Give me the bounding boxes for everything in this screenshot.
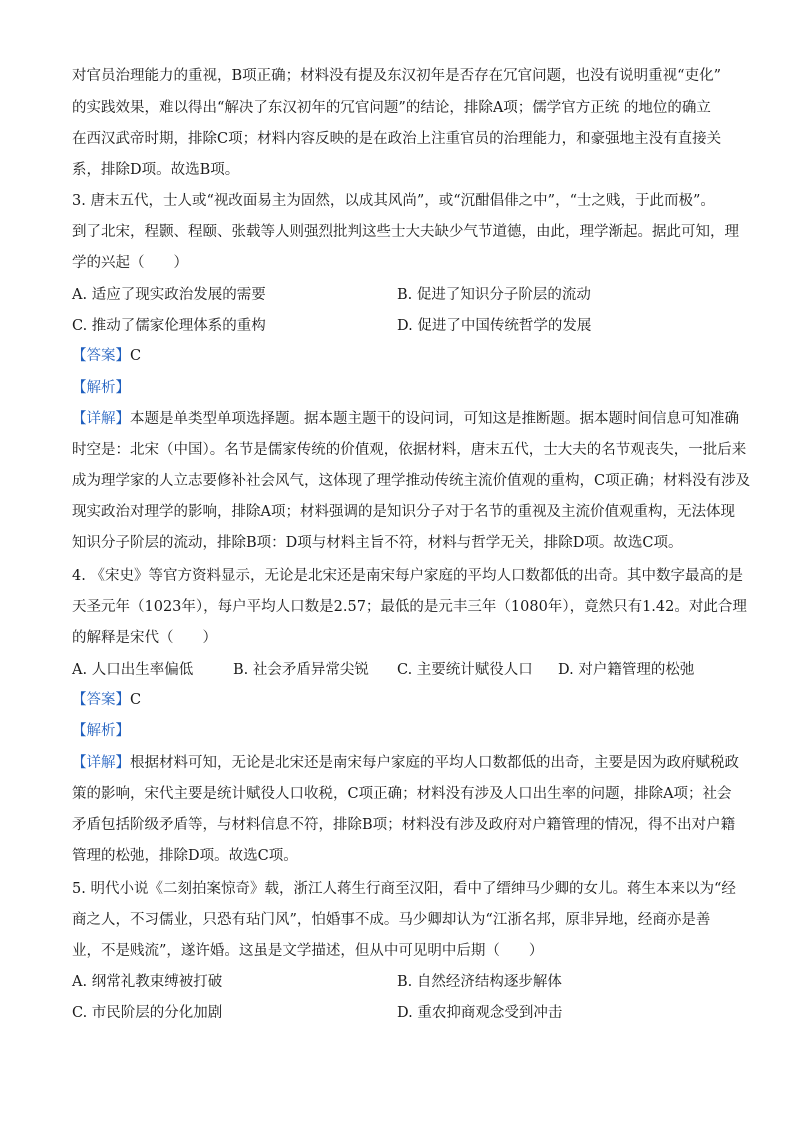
q4-option-b: B. 社会矛盾异常尖锐 bbox=[233, 662, 369, 678]
q5-option-c: C. 市民阶层的分化加剧 bbox=[72, 1005, 223, 1021]
question-3-stem: 到了北宋，程颢、程颐、张载等人则强烈批判这些士大夫缺少气节道德，由此，理学渐起。据此可知，理 bbox=[72, 224, 739, 240]
q4-answer bbox=[72, 690, 732, 710]
q4-option-c: C. 主要统计赋役人口 bbox=[397, 662, 533, 678]
q4-detail-line: 【详解】根据材料可知，无论是北宋还是南宋每户家庭的平均人口数都低的出奇，主要是因为政府赋税政 bbox=[72, 755, 739, 771]
text-line: 对官员治理能力的重视，B项正确；材料没有提及东汉初年是否存在冗官问题，也没有说明重视“吏化” bbox=[72, 68, 721, 84]
q4-detail-line: 策的影响，宋代主要是统计赋役人口收税，C项正确；材料没有涉及人口出生率的问题，排除A项；社会 bbox=[72, 786, 732, 802]
detail-tag: 【详解】 bbox=[72, 755, 130, 771]
answer-value: C bbox=[130, 348, 142, 364]
analysis-tag: 【解析】 bbox=[72, 723, 130, 739]
q5-option-b: B. 自然经济结构逐步解体 bbox=[397, 974, 562, 990]
question-4-stem: 天圣元年（1023年），每户平均人口数是2.57；最低的是元丰三年（1080年），竟然只有1.42。对此合理 bbox=[72, 599, 747, 615]
question-5-stem: 商之人，不习儒业，只恐有玷门风”，怕婚事不成。马少卿却认为“江浙名邦，原非异地，经商亦是善 bbox=[72, 912, 711, 928]
question-5-stem: 5. 明代小说《二刻拍案惊奇》载，浙江人蒋生行商至汉阳，看中了缙绅马少卿的女儿。蒋生本来以为“经 bbox=[72, 881, 736, 897]
q3-analysis-heading bbox=[72, 378, 732, 398]
q5-option-a: A. 纲常礼教束缚被打破 bbox=[72, 974, 223, 990]
answer-value: C bbox=[130, 692, 142, 708]
q3-option-a: A. 适应了现实政治发展的需要 bbox=[72, 287, 266, 303]
q3-detail-line: 时空是：北宋（中国）。名节是儒家传统的价值观，依据材料，唐末五代，士大夫的名节观丧失，一批后来 bbox=[72, 442, 747, 458]
q4-analysis-heading bbox=[72, 721, 732, 741]
answer-tag: 【答案】 bbox=[72, 348, 130, 364]
analysis-tag: 【解析】 bbox=[72, 380, 130, 396]
question-5-stem: 业，不是贱流”，遂许婚。这虽是文学描述，但从中可见明中后期（ ） bbox=[72, 943, 544, 959]
q3-detail-line: 现实政治对理学的影响，排除A项；材料强调的是知识分子对于名节的重视及主流价值观重构，无法体现 bbox=[72, 504, 735, 520]
question-3-stem: 3. 唐末五代，士人或“视改面易主为固然，以成其风尚”，或“沉酣倡俳之中”，“士之贱，于此而极”。 bbox=[72, 193, 715, 209]
question-3-stem: 学的兴起（ ） bbox=[72, 255, 188, 271]
q5-option-d: D. 重农抑商观念受到冲击 bbox=[397, 1005, 563, 1021]
q3-answer bbox=[72, 346, 732, 366]
answer-tag: 【答案】 bbox=[72, 692, 130, 708]
q3-detail-line: 知识分子阶层的流动，排除B项：D项与材料主旨不符，材料与哲学无关，排除D项。故选C项。 bbox=[72, 535, 683, 551]
q4-detail-line: 管理的松弛，排除D项。故选C项。 bbox=[72, 848, 298, 864]
q3-option-c: C. 推动了儒家伦理体系的重构 bbox=[72, 318, 266, 334]
q3-detail-line: 成为理学家的人立志要修补社会风气，这体现了理学推动传统主流价值观的重构，C项正确；材料没有涉及 bbox=[72, 473, 751, 489]
q3-detail-line: 【详解】本题是单类型单项选择题。据本题主题干的设问词，可知这是推断题。据本题时间信息可知准确 bbox=[72, 411, 739, 427]
question-4-stem: 4. 《宋史》等官方资料显示，无论是北宋还是南宋每户家庭的平均人口数都低的出奇。其中数字最高的是 bbox=[72, 568, 743, 584]
q4-option-a: A. 人口出生率偏低 bbox=[72, 662, 194, 678]
q3-option-d: D. 促进了中国传统哲学的发展 bbox=[397, 318, 592, 334]
q4-option-d: D. 对户籍管理的松弛 bbox=[558, 662, 695, 678]
text-line: 在西汉武帝时期，排除C项；材料内容反映的是在政治上注重官员的治理能力，和豪强地主没有直接关 bbox=[72, 131, 722, 147]
q3-option-b: B. 促进了知识分子阶层的流动 bbox=[397, 287, 591, 303]
text-line: 系，排除D项。故选B项。 bbox=[72, 162, 240, 178]
text-line: 的实践效果，难以得出“解决了东汉初年的冗官问题”的结论，排除A项；儒学官方正统 的地位的确立 bbox=[72, 100, 711, 116]
detail-tag: 【详解】 bbox=[72, 411, 130, 427]
q4-detail-line: 矛盾包括阶级矛盾等，与材料信息不符，排除B项；材料没有涉及政府对户籍管理的情况，得不出对户籍 bbox=[72, 817, 736, 833]
question-4-stem: 的解释是宋代（ ） bbox=[72, 630, 217, 646]
